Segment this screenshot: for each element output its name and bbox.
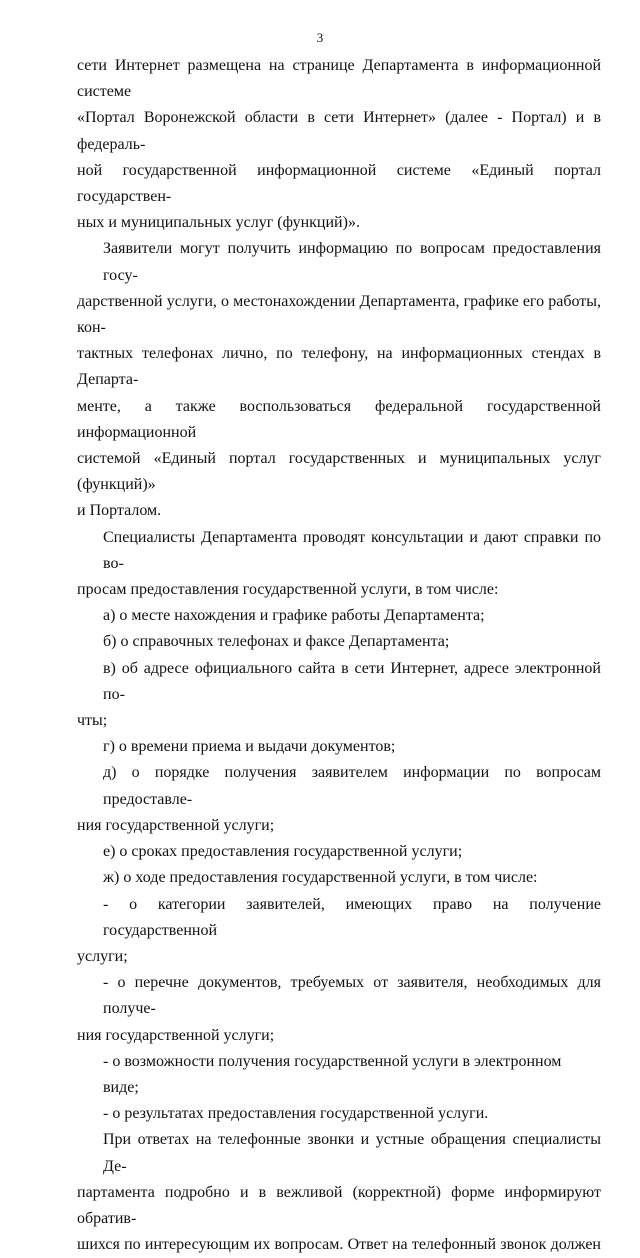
text-line: «Портал Воронежской области в сети Интернет» (далее - Портал) и в федераль-: [77, 109, 601, 153]
document-body: [77, 53, 601, 1258]
text-line: услуги;: [77, 947, 128, 965]
text-line: ной государственной информационной системе «Единый портал государствен-: [77, 161, 601, 206]
text-line: б) о справочных телефонах и факсе Департамента;: [103, 633, 450, 651]
text-line: - о перечне документов, требуемых от заявителя, необходимых для получе-: [103, 974, 601, 1018]
text-line: сети Интернет размещена на странице Департамента в информационной системе: [77, 57, 601, 101]
text-line: а) о месте нахождения и графике работы Департамента;: [103, 607, 485, 625]
text-line: - о возможности получения государственной услуги в электронном виде;: [103, 1052, 562, 1096]
text-line: ния государственной услуги;: [77, 816, 275, 834]
text-line: системой «Единый портал государственных и муниципальных услуг (функций)»: [77, 450, 601, 494]
text-line: - о результатах предоставления государственной услуги.: [103, 1105, 489, 1123]
text-line: Заявители могут получить информацию по вопросам предоставления госу-: [103, 240, 601, 284]
text-line: При ответах на телефонные звонки и устные обращения специалисты Де-: [103, 1131, 601, 1175]
text-line: Специалисты Департамента проводят консультации и дают справки по во-: [103, 528, 601, 572]
text-line: шихся по интересующим их вопросам. Ответ на телефонный звонок должен: [77, 1236, 601, 1254]
text-line: ния государственной услуги;: [77, 1026, 275, 1044]
text-line: тактных телефонах лично, по телефону, на информационных стендах в Департа-: [77, 345, 601, 389]
text-line: д) о порядке получения заявителем информации по вопросам предоставле-: [103, 764, 601, 808]
text-line: и Порталом.: [77, 502, 162, 520]
text-line: в) об адресе официального сайта в сети Интернет, адресе электронной по-: [103, 659, 601, 703]
page-number: 3: [316, 30, 324, 45]
text-line: просам предоставления государственной услуги, в том числе:: [77, 581, 499, 599]
text-line: менте, а также воспользоваться федеральной государственной информационной: [77, 397, 601, 441]
text-line: - о категории заявителей, имеющих право на получение государственной: [103, 895, 601, 939]
text-line: чты;: [77, 712, 108, 730]
text-line: г) о времени приема и выдачи документов;: [103, 738, 396, 756]
text-line: партамента подробно и в вежливой (корректной) форме информируют обратив-: [77, 1183, 601, 1227]
text-line: ных и муниципальных услуг (функций)».: [77, 214, 360, 232]
text-line: е) о сроках предоставления государственной услуги;: [103, 843, 463, 861]
text-line: дарственной услуги, о местонахождении Департамента, графике его работы, кон-: [77, 292, 601, 337]
text-line: ж) о ходе предоставления государственной услуги, в том числе:: [103, 869, 538, 887]
